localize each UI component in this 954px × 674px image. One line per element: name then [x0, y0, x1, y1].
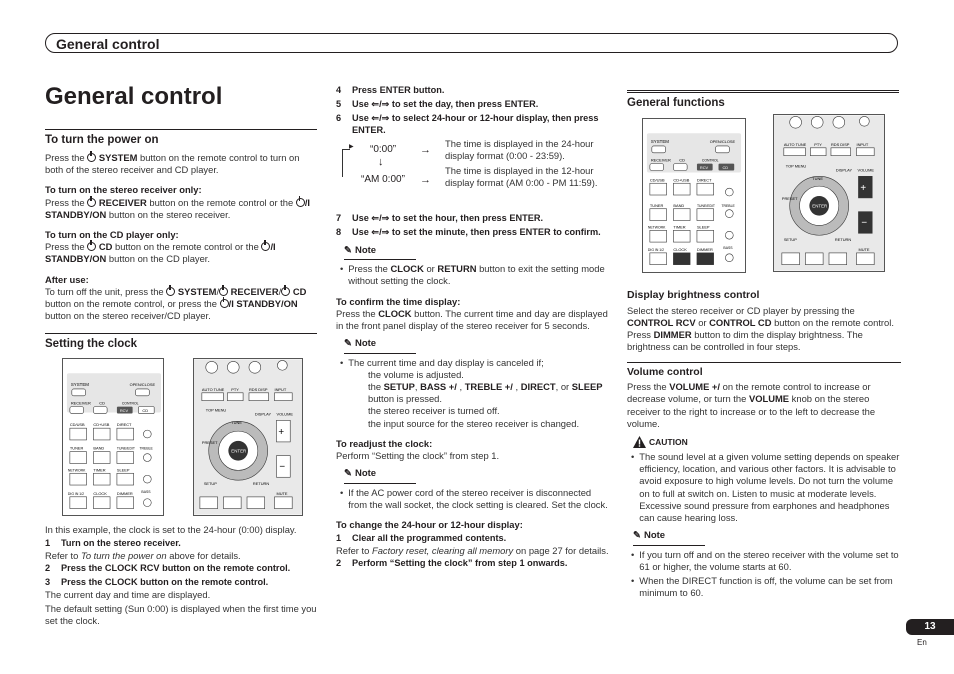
clock-step-6: Use ⇐/⇒ to select 24-hour or 12-hour display, then press ENTER. [352, 112, 599, 135]
remote-tuner-label: TUNER [69, 445, 84, 451]
change-step-2: Perform “Setting the clock” from step 1 onwards. [352, 558, 568, 569]
fn-remote-pty-label: PTY [814, 141, 822, 147]
remote-enter-label: ENTER [231, 448, 247, 454]
note-2-sub-1: the volume is adjusted. [368, 368, 464, 380]
remote-tune-label: TUNE [231, 420, 242, 426]
remote-network-label: NETWORK [67, 468, 86, 473]
note-2-sub-2: the SETUP, BASS +/ , TREBLE +/ , DIRECT, or SLEEP button is pressed. [368, 380, 603, 405]
remote-autotune-label: AUTO TUNE [201, 386, 225, 392]
remote-system-label: SYSTEM [70, 382, 89, 388]
fn-remote-tuner-label: TUNER [649, 202, 664, 208]
fn-remote-rdsdisp-label: RDS DISP [830, 141, 850, 147]
fn-remote-setup-label: SETUP [783, 237, 797, 243]
clock-example: In this example, the clock is set to the 24-hour (0:00) display. [45, 524, 297, 535]
remote-openclose-label: OPEN/CLOSE [129, 382, 156, 388]
cd-only-heading: To turn on the CD player only: [45, 229, 179, 241]
fn-remote-bass-label: BASS [723, 245, 733, 250]
clock-step-3: Press the CLOCK button on the remote control. [61, 577, 269, 588]
confirm-text: Press the CLOCK button. The current time and day are displayed in the front panel display of the stereo receiver for 5 seconds. [336, 307, 608, 331]
fn-remote-tune-label: TUNE [812, 176, 823, 182]
remote-direct-label: DIRECT [116, 422, 132, 428]
note-2-sub-3: the stereo receiver is turned off. [368, 405, 500, 417]
format-12h-desc: The time is displayed in the 12-hour display format (AM 0:00 - PM 11:59). [445, 164, 598, 189]
power-heading: To turn the power on [45, 129, 317, 148]
note-2-sub-4: the input source for the stereo receiver is changed. [368, 417, 580, 429]
cd-button [93, 407, 107, 414]
clock-step-1-ref: Refer to To turn the power on above for details. [45, 550, 241, 562]
section-header [45, 33, 898, 53]
remote-cd2-label: CD [142, 408, 149, 413]
caution-heading: CAUTION [627, 436, 901, 448]
column-middle: 4 Press ENTER button. 5 Use ⇐/⇒ to set the day, then press ENTER. 6 Use ⇐/⇒ to select 24-hour or 12-hour display, then press ENTER. ▶ “0:00” ↓ “AM 0:00” → → The time is displayed in the 24-hour display format (0:00 - 23:59). The time is displayed in the 12-hour display format (AM 0:00 - PM 11:59). 7 Use ⇐/⇒ to set the hour, then press ENTER. 8 Use ⇐/⇒ to set the minute, then press ENTER to confirm. ✎ Note • Press the CLOCK or RETURN button to exit the setting mode without setting the clock. To confirm the time display: Press the CLOCK button. The current time and day are displayed in the front panel display of the stereo receiver for 5 seconds. ✎ Note • The current time and day display is canceled if; the volume is adjusted. the SETUP, BASS +/ , TREBLE +/ , DIRECT, or SLEEP button is pressed. the stereo receiver is turned off. the input source for the stereo receiver is changed. To readjust the clock: Perform “Setting the clock” from step 1. ✎ Note • If the AC power cord of the stereo receiver is disconnected from the wall socket, the clock setting is cleared. Set the clock. To change the 24-hour or 12-hour display: 1 Clear all the programmed contents. Refer to Factory reset, clearing all memory on page 27 for details. 2 Perform “Setting the clock” from step 1 onwards. [336, 85, 611, 570]
remote-cdusb-label: CD/USB [69, 422, 85, 428]
remote-illustration-right [193, 358, 303, 516]
display-format-diagram [336, 137, 611, 211]
volume-note-heading: ✎ Note [633, 530, 666, 542]
clock-step-5: Use ⇐/⇒ to set the day, then press ENTER. [352, 98, 539, 109]
change-step-1: Clear all the programmed contents. [352, 533, 507, 544]
format-arrow-icon: ▶ [349, 143, 354, 150]
remote-treble-label: TREBLE [139, 446, 153, 451]
note-icon-2: ✎ [344, 338, 352, 350]
remote-topmenu-label: TOP MENU [205, 407, 227, 413]
section-header-label: General control [56, 36, 160, 52]
brightness-text-1: Select the stereo receiver or CD player by pressing the CONTROL RCV or CONTROL CD button on the remote control. [627, 304, 894, 328]
power-text: Press the SYSTEM button on the remote control to turn on both of the stereo receiver and CD player. [45, 151, 300, 176]
note-icon-4: ✎ [633, 530, 641, 542]
volume-heading: Volume control [627, 362, 901, 380]
brightness-section: Display brightness control Select the stereo receiver or CD player by pressing the CONTROL RCV or CONTROL CD button on the remote control. Press DIMMER button to dim the display brightness. The brightness can be controlled in four steps. Volume control Press the VOLUME +/ on the remote control to increase or decrease volume, or turn the VOLUME knob on the stereo receiver to the right to increase or to the left to decrease the volume. CAUTION • The sound level at a given volume setting depends on speaker efficiency, location, and various other factors. It is advisable to avoid exposure to high volume levels. Do not turn the volume on to full at switch on. Listen to music at moderate levels. Excessive sound pressure from earphones and headphones can cause hearing loss. ✎ Note • If you turn off and on the stereo receiver with the volume set to 61 or higher, the volume starts at 60. • When the DIRECT function is off, the volume can be set from minimum to 60. [627, 289, 900, 599]
cd-only-text: Press the CD button on the remote control or the /I STANDBY/ON button on the CD player. [45, 241, 276, 265]
remote-illustration-functions-left [642, 118, 746, 273]
volume-note-2: When the DIRECT function is off, the volume can be set from minimum to 60. [639, 575, 893, 599]
clock-steps-left: In this example, the clock is set to the 24-hour (0:00) display. 1 Turn on the stereo receiver. Refer to To turn the power on above for details. 2 Press the CLOCK RCV button on the remote control. 3 Press the CLOCK button on the remote control. The current day and time are displayed. The default setting (Sun 0:00) is displayed when the first time you set the clock. [45, 524, 320, 627]
remote-dimmer-label: DIMMER [116, 490, 133, 496]
readjust-text: Perform “Setting the clock” from step 1. [336, 450, 500, 462]
remote-timer-label: TIMER [93, 467, 106, 473]
fn-remote-band-label: BAND [673, 202, 685, 208]
fn-remote-cd-label: CD [679, 157, 685, 163]
fn-remote-cd2-label: CD [722, 165, 729, 171]
volume-plus-icon: + [278, 427, 285, 439]
fn-remote-topmenu-label: TOP MENU [785, 163, 807, 169]
fn-remote-enter-label: ENTER [812, 203, 828, 209]
remote-display-label: DISPLAY [254, 411, 272, 417]
fn-remote-treble-label: TREBLE [721, 203, 735, 208]
clock-section [45, 333, 317, 352]
clock-step-3-text2: The default setting (Sun 0:00) is displayed when the first time you set the clock. [45, 602, 317, 626]
fn-remote-timer-label: TIMER [673, 224, 686, 230]
remote-input-label: INPUT [274, 386, 287, 392]
system-button [72, 389, 86, 396]
warning-icon [633, 436, 646, 448]
clock-step-7: Use ⇐/⇒ to set the hour, then press ENTER. [352, 212, 544, 223]
remote-digin-label: DIG IN 1/2 [67, 491, 85, 496]
remote-clock-label: CLOCK [93, 490, 107, 496]
language-code: En [917, 638, 927, 647]
note-heading-2: ✎ Note [344, 338, 377, 350]
remote-preset-label: PRESET [201, 439, 218, 445]
brightness-text-2: Press DIMMER button to dim the display brightness. The brightness can be controlled in four steps. [627, 329, 863, 353]
remote-rcv-label: RCV [119, 408, 129, 413]
receiver-button [70, 407, 84, 414]
change-step-1-ref: Refer to Factory reset, clearing all memory on page 27 for details. [336, 545, 609, 557]
fn-remote-tuneedit-label: TUNE/EDIT [696, 203, 716, 208]
change-heading: To change the 24-hour or 12-hour display: [336, 519, 523, 531]
remote-control-label: CONTROL [121, 401, 139, 406]
openclose-button [136, 389, 150, 396]
fn-remote-sleep-label: SLEEP [696, 224, 710, 230]
volume-note-1: If you turn off and on the stereo receiver with the volume set to 61 or higher, the volume starts at 60. [639, 548, 899, 572]
format-24h: “0:00” [370, 143, 397, 155]
note-3-item: If the AC power cord of the stereo receiver is disconnected from the wall socket, the clock setting is cleared. Set the clock. [348, 486, 608, 510]
fn-remote-rcv-label: RCV [699, 165, 709, 171]
remote-illustration-functions-right [773, 114, 885, 272]
remote-illustration-left [62, 358, 164, 516]
receiver-only-heading: To turn on the stereo receiver only: [45, 184, 202, 196]
fn-remote-direct-label: DIRECT [696, 177, 712, 183]
fn-remote-control-label: CONTROL [701, 158, 719, 163]
format-24h-desc: The time is displayed in the 24-hour display format (0:00 - 23:59). [445, 137, 594, 162]
fn-volume-plus-icon: + [860, 183, 867, 195]
fn-remote-cdusb-label: CD/USB [649, 177, 665, 183]
fn-remote-dimmer-label: DIMMER [696, 246, 713, 252]
page-title: General control [45, 83, 223, 110]
note-heading-3: ✎ Note [344, 468, 377, 480]
fn-remote-display-label: DISPLAY [835, 167, 853, 173]
down-arrow-icon: ↓ [378, 155, 384, 168]
receiver-only-text: Press the RECEIVER button on the remote control or the /I STANDBY/ON button on the stereo receiver. [45, 196, 311, 220]
remote-cdusb2-label: CD+USB [93, 422, 110, 428]
functions-heading: General functions [627, 90, 899, 111]
clock-step-3-text1: The current day and time are displayed. [45, 589, 211, 601]
confirm-heading: To confirm the time display: [336, 295, 461, 307]
fn-remote-openclose-label: OPEN/CLOSE [709, 139, 736, 145]
remote-sleep-label: SLEEP [116, 467, 130, 473]
fn-remote-receiver-label: RECEIVER [650, 157, 671, 163]
fn-remote-network-label: NETWORK [647, 225, 666, 230]
fn-remote-cdusb2-label: CD+USB [673, 177, 690, 183]
column-left [45, 129, 317, 323]
remote-pty-label: PTY [231, 386, 239, 392]
brightness-heading: Display brightness control [627, 289, 760, 301]
note-icon: ✎ [344, 244, 352, 256]
right-arrow-icon: → [420, 143, 431, 156]
remote-cd-label: CD [99, 400, 105, 406]
remote-bass-label: BASS [141, 489, 151, 494]
remote-band-label: BAND [93, 445, 105, 451]
fn-remote-system-label: SYSTEM [650, 139, 669, 145]
remote-tuneedit-label: TUNE/EDIT [116, 446, 135, 451]
remote-setup-label: SETUP [203, 481, 217, 487]
clock-step-2: Press the CLOCK RCV button on the remote control. [61, 563, 291, 574]
fn-remote-return-label: RETURN [834, 237, 852, 243]
fn-remote-clock-label: CLOCK [673, 246, 687, 252]
remote-return-label: RETURN [252, 481, 270, 487]
format-12h: “AM 0:00” [361, 173, 405, 185]
column-right [627, 90, 899, 111]
fn-remote-input-label: INPUT [856, 141, 869, 147]
remote-mute-label: MUTE [276, 490, 288, 496]
remote-receiver-label: RECEIVER [70, 400, 91, 406]
volume-text: Press the VOLUME +/ on the remote control to increase or decrease volume, or turn the VOLUME knob on the stereo receiver to the right to increase or to the left to decrease the volume. [627, 381, 876, 429]
fn-remote-autotune-label: AUTO TUNE [783, 141, 807, 147]
after-use-text: To turn off the unit, press the SYSTEM/ RECEIVER/ CD button on the remote control, or press the /I STANDBY/ON button on the stereo receiver/CD player. [45, 285, 307, 322]
note-2-item: The current time and day display is canceled if; [348, 356, 544, 368]
fn-remote-mute-label: MUTE [858, 246, 870, 252]
readjust-heading: To readjust the clock: [336, 437, 433, 449]
note-icon-3: ✎ [344, 468, 352, 480]
clock-step-4: Press ENTER button. [352, 85, 445, 95]
fn-remote-digin-label: DIG IN 1/2 [647, 247, 665, 252]
note-heading-1: ✎ Note [344, 244, 377, 256]
page-number: 13 [906, 619, 954, 635]
fn-remote-volume-label: VOLUME [857, 167, 874, 173]
caution-text: The sound level at a given volume setting depends on speaker efficiency, location, and various other factors. It is advisable to avoid exposure to high volume levels. Do not turn the volume on to full at switch on. Listen to music at moderate levels. Excessive sound pressure from earphones and headphones can cause hearing loss. [639, 451, 900, 524]
clock-step-1: Turn on the stereo receiver. [61, 538, 181, 549]
remote-rdsdisp-label: RDS DISP [248, 386, 268, 392]
right-arrow-icon-2: → [420, 173, 431, 186]
volume-minus-icon: − [279, 461, 286, 473]
clock-step-8: Use ⇐/⇒ to set the minute, then press ENTER to confirm. [352, 226, 601, 237]
remote-volume-label: VOLUME [276, 411, 293, 417]
fn-remote-preset-label: PRESET [781, 195, 798, 201]
fn-volume-minus-icon: − [861, 217, 868, 229]
after-use-heading: After use: [45, 273, 89, 285]
note-1-item: • Press the CLOCK or RETURN button to exit the setting mode without setting the clock. [340, 263, 605, 287]
clock-heading: Setting the clock [45, 333, 317, 352]
